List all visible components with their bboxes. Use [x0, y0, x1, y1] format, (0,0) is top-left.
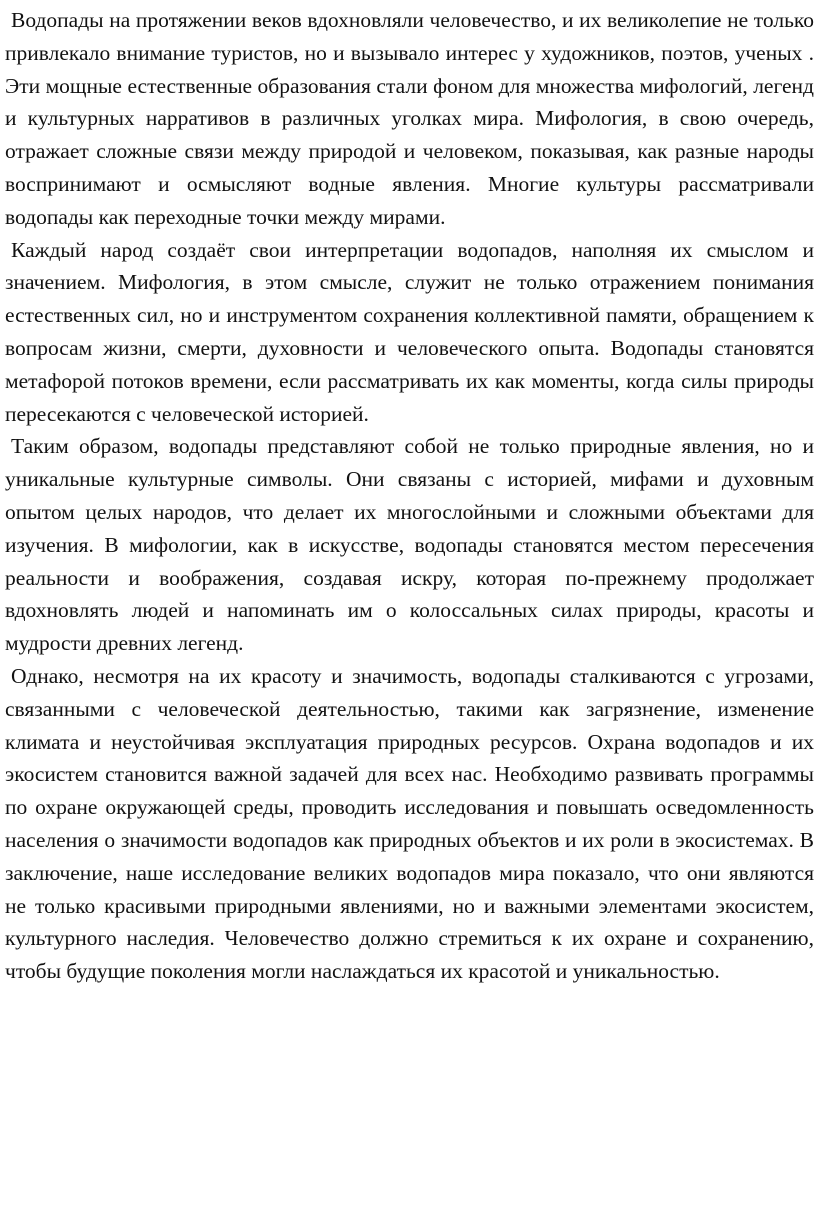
paragraph-interpretations: Каждый народ создаёт свои интерпретации водопадов, наполняя их смыслом и значением. Мифология, в этом смысле, служит не только отражением понимания естественных сил, но и инструментом сохранения коллективной памяти, обращением к вопросам жизни, смерти, духовности и человеческого опыта. Водопады становятся метафорой потоков времени, если рассматривать их как моменты, когда силы природы пересекаются с человеческой историей. — [5, 237, 814, 426]
paragraph-conclusion: Однако, несмотря на их красоту и значимость, водопады сталкиваются с угрозами, связанными с человеческой деятельностью, такими как загрязнение, изменение климата и неустойчивая эксплуатация природных ресурсов. Охрана водопадов и их экосистем становится важной задачей для всех нас. Необходимо развивать программы по охране окружающей среды, проводить исследования и повышать осведомленность населения о значимости водопадов как природных объектов и их роли в экосистемах. В заключение, наше исследование великих водопадов мира показало, что они являются не только красивыми природными явлениями, но и важными элементами экосистем, культурного наследия. Человечество должно стремиться к их охране и сохранению, чтобы будущие поколения могли наслаждаться их красотой и уникальностью. — [5, 663, 814, 984]
paragraph-intro: Водопады на протяжении веков вдохновляли человечество, и их великолепие не только привлекало внимание туристов, но и вызывало интерес у художников, поэтов, ученых . Эти мощные естественные образования стали фоном для множества мифологий, легенд и культурных нарративов в различных уголках мира. Мифология, в свою очередь, отражает сложные связи между природой и человеком, показывая, как разные народы воспринимают и осмысляют водные явления. Многие культуры рассматривали водопады как переходные точки между мирами. — [5, 8, 814, 229]
paragraph-symbols: Таким образом, водопады представляют собой не только природные явления, но и уникальные культурные символы. Они связаны с историей, мифами и духовным опытом целых народов, что делает их многослойными и сложными объектами для изучения. В мифологии, как в искусстве, водопады становятся местом пересечения реальности и воображения, создавая искру, которая по-прежнему продолжает вдохновлять людей и напоминать им о колоссальных силах природы, красоты и мудрости древних легенд. — [5, 434, 814, 656]
document-body — [5, 4, 814, 988]
